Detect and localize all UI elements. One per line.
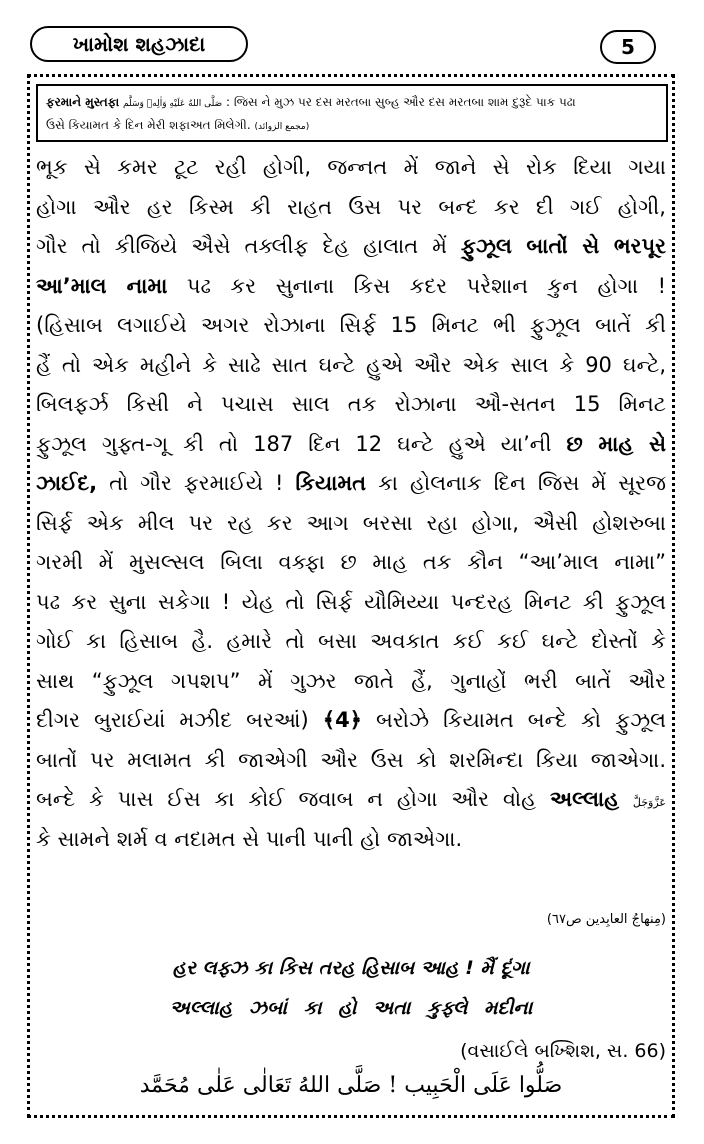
body-line [36,267,666,307]
body-line: હોગા ઔર હર કિસ્મ કી રાહત ઉસ પર બન્દ કર દી ગઈ હોગી, [36,194,666,219]
body-line [36,780,666,820]
body-text-run: પઢ કર સુનાના કિસ કદર પરેશાન કુન હોગા ! [186,273,666,298]
body-line: પઢ કર સુના સકેગા ! યેહ તો સિર્ફ યૌમિય્યા પન્દરહ મિનટ કી ફુઝૂલ [36,589,666,614]
bold-run: ફુઝૂલ બાતોં સે ભરપૂર [460,234,666,258]
notice-line-1 [46,92,658,115]
body-line [36,227,666,267]
body-line: (હિસાબ લગાઈયે અગર રોઝાના સિર્ફ 15 મિનટ ભી ફુઝૂલ બાતેં કી [36,313,666,337]
poem-line-1: હર લફ્ઝ કા કિસ તરહ હિસાબ આહ ! મૈં દૂંગા [172,957,530,979]
salutation: صَلَّى اللهُ عَلَيْهِ وَاٰلِهٖ وَسَلَّم [123,99,223,109]
body-line: ભૂક સે કમર ટૂટ રહી હોગી, જન્નત મેં જાને સે રોક દિયા ગયા [36,155,666,179]
notice-ref: (مجمع الزوائد) [254,122,310,132]
poem-line-2: અલ્લાહ ઝબાં કા હો અતા કુફ્લે મદીના [169,997,533,1019]
point-number: ﴾4﴿ [322,708,362,732]
book-title: ખામોશ શહઝાદા [30,26,248,62]
hadith-notice [36,84,668,142]
honorific: عَزَّوَجَلَّ [632,796,666,809]
notice-text-1: : જિસ ને મુઝ પર દસ મરતબા સુબ્હ ઔર દસ મરતબા શામ દુરૂદે પાક પઢા [226,95,576,109]
body-line: હૈં તો એક મહીને કે સાઢે સાત ઘન્ટે હુએ ઔર એક સાલ કે 90 ઘન્ટે, [36,352,666,377]
notice-line-2 [46,115,658,138]
bold-run: કિયામત [295,471,367,495]
citation: (مِنهاجُ العابِدین ص٦٧) [546,912,666,927]
body-line [36,464,666,504]
body-line: સિર્ફ એક મીલ પર રહ કર આગ બરસા રહા હોગા, ઐસી હોશરુબા [36,510,666,535]
body-line: સાથ “ફુઝૂલ ગપશપ” મેં ગુઝર જાતે હૈં, ગુનાહોં ભરી બાતેં ઔર [36,668,666,693]
body-text-run: દીગર બુરાઈયાં મઝીદ બરઆં) [36,708,309,732]
body-text-run: ગૌર તો કીજિયે ઐસે તક્લીફ દેહ હાલાત મેં [36,234,447,258]
body-text-run: તો ગૌર ફરમાઈયે ! [109,471,284,495]
body-text-run: કા હોલનાક દિન જિસ મેં સૂરજ [378,471,666,495]
body-text [36,148,666,859]
bold-run: છ માહ સે [566,431,666,456]
notice-text-2: ઉસે કિયામત કે દિન મેરી શફાઅત મિલેગી. [46,118,251,132]
notice-label: ફરમાને મુસ્તફા [46,95,120,109]
body-text-run: બરોઝે કિયામત બન્દે કો ફુઝૂલ [376,708,666,732]
bold-run: અલ્લાહ [550,787,620,811]
body-line: બિલફર્ઝ કિસી ને પચાસ સાલ તક રોઝાના ઔ-સતન 15 મિનટ [36,392,666,416]
body-line: ગોઈ કા હિસાબ હૈ. હમારે તો બસા અવકાત કઈ કઈ ઘન્ટે દોસ્તોં કે [36,629,666,653]
body-text-run: બન્દે કે પાસ ઈસ કા કોઈ જવાબ ન હોગા ઔર વોહ [36,787,537,811]
body-line: બાતોં પર મલામત કી જાએગી ઔર ઉસ કો શરમિન્દા કિયા જાએગા. [36,747,666,772]
body-line [36,701,666,741]
body-line: ગરમી મેં મુસલ્સલ બિલા વક્ફા છ માહ તક કૌન “આ’માલ નામા” [36,550,666,574]
bold-run: આ’માલ નામા [36,273,168,298]
body-text-run: ફુઝૂલ ગુફ્ત-ગૂ કી તો 187 દિન 12 ઘન્ટે હુએ યા’ની [36,431,552,456]
body-line [36,425,666,465]
poem-source: (વસાઈલે બખ્શિશ, સ. 66) [460,1040,666,1062]
durood-calligraphy: صَلُّوا عَلَی الْحَبِیب ! صَلَّی اللهُ تَعَالٰی عَلٰی مُحَمَّد [139,1073,563,1098]
body-line: કે સામને શર્મ વ નદામત સે પાની પાની હો જાએગા. [36,826,463,851]
page-number: 5 [600,30,656,64]
bold-run: ઝાઈદ, [36,471,98,495]
